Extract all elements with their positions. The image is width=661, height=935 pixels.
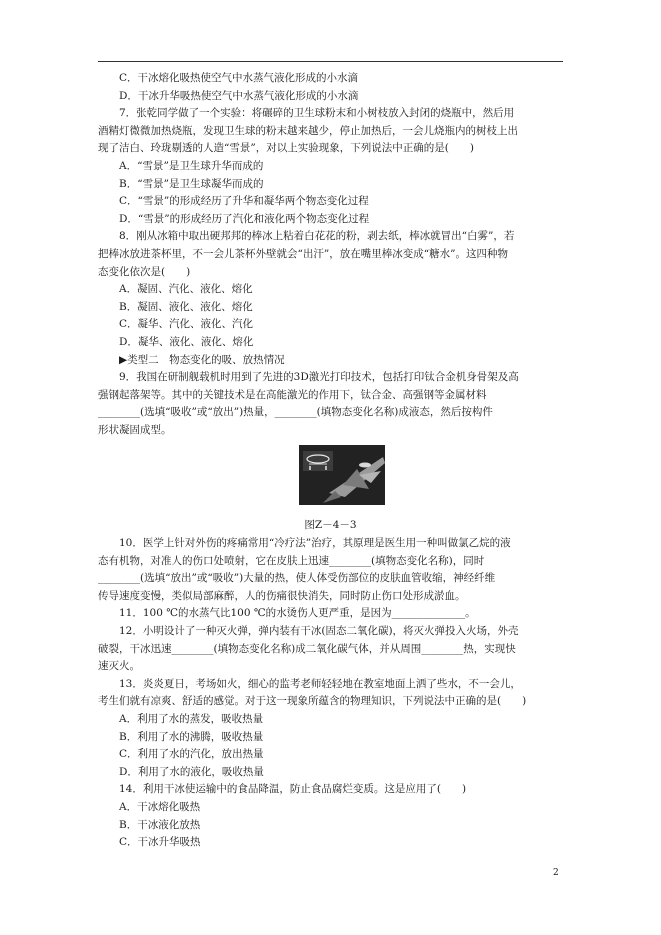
text-line: 13．炎炎夏日，考场如火，细心的监考老师轻轻地在教室地面上洒了些水，不一会儿， (119, 677, 521, 690)
page-content (98, 70, 563, 852)
text-line: 强钢起落架等。其中的关键技术是在高能激光的作用下，钛合金、高强钢等金属材料 (98, 388, 487, 401)
text-line: 把棒冰放进茶杯里，不一会儿茶杯外壁就会“出汗”，放在嘴里棒冰变成“糖水”。这四种物 (98, 247, 508, 260)
text-line: D．干冰升华吸热使空气中水蒸气液化形成的小水滴 (119, 89, 359, 102)
text-line: 态有机物，对准人的伤口处喷射，它在皮肤上迅速________(填物态变化名称)，同时 (98, 554, 485, 567)
text-line: 考生们就有凉爽、舒适的感觉。对于这一现象所蕴含的物理知识，下列说法中正确的是( ) (98, 695, 527, 708)
page-number: 2 (553, 868, 559, 878)
text-line: B．利用了水的沸腾，吸收热量 (119, 730, 264, 743)
text-block-questions-7-9 (98, 70, 563, 439)
text-line: C．凝华、汽化、液化、汽化 (119, 318, 254, 331)
text-line: B．“雪景”是卫生球凝华而成的 (119, 177, 264, 190)
text-line: 8．刚从冰箱中取出硬邦邦的棒冰上粘着白花花的粉，剥去纸，棒冰就冒出“白雾”，若 (119, 230, 515, 243)
text-line: 10．医学上针对外伤的疼痛常用“冷疗法”治疗，其原理是医生用一种叫做氯乙烷的液 (119, 537, 511, 550)
text-line: 酒精灯微微加热烧瓶，发现卫生球的粉末越来越少，停止加热后，一会儿烧瓶内的树枝上出 (98, 124, 518, 137)
text-line: C．干冰升华吸热 (119, 836, 201, 849)
text-block-questions-10-14 (98, 535, 563, 852)
text-line: C．干冰熔化吸热使空气中水蒸气液化形成的小水滴 (119, 72, 359, 84)
text-line: A．凝固、汽化、液化、熔化 (119, 283, 253, 296)
text-line: 7．张乾同学做了一个实验：将碾碎的卫生球粉末和小树枝放入封闭的烧瓶中，然后用 (119, 107, 515, 120)
text-line: 形状凝固成型。 (98, 423, 172, 436)
text-line: 传导速度变慢，类似局部麻醉，人的伤痛很快消失，同时防止伤口处形成淤血。 (98, 589, 466, 602)
text-line: ________(选填“放出”或“吸收”)大量的热，使人体受伤部位的皮肤血管收缩，神经纤维 (98, 572, 496, 585)
figure-z-4-3 (98, 439, 563, 517)
text-line: A．“雪景”是卫生球升华而成的 (119, 159, 264, 172)
text-line: 破裂，干冰迅速________(填物态变化名称)成二氧化碳气体，并从周围________热，实现快 (98, 642, 516, 655)
text-line: 12．小明设计了一种灭火弹，弹内装有干冰(固态二氧化碳)，将灭火弹投入火场，外壳 (119, 625, 519, 638)
jet-illustration-icon (299, 445, 385, 505)
text-line: 14．利用干冰使运输中的食品降温，防止食品腐烂变质。这是应用了( ) (119, 783, 467, 796)
text-line: 11．100 ℃的水蒸气比100 ℃的水烫伤人更严重，是因为______________。 (119, 607, 476, 620)
text-line: D．凝华、液化、液化、熔化 (119, 335, 254, 348)
text-line: D．“雪景”的形成经历了汽化和液化两个物态变化过程 (119, 212, 370, 225)
figure-caption: 图Z－4－3 (304, 519, 357, 532)
text-line: B．干冰液化放热 (119, 818, 201, 831)
text-line: D．利用了水的液化，吸收热量 (119, 765, 264, 778)
text-line: 9．我国在研制舰载机时用到了先进的3D激光打印技术，包括打印钛合金机身骨架及高 (119, 371, 519, 384)
text-line: 现了洁白、玲珑剔透的人造“雪景”，对以上实验现象，下列说法中正确的是( ) (98, 142, 474, 155)
text-line: ________(选填“吸收”或“放出”)热量，________(填物态变化名称)成液态，然后按构件 (98, 406, 493, 419)
text-line: 速灭火。 (98, 660, 140, 673)
text-line: A．干冰熔化吸热 (119, 800, 201, 813)
text-line: C．“雪景”的形成经历了升华和凝华两个物态变化过程 (119, 195, 369, 208)
text-line: B．凝固、液化、液化、熔化 (119, 300, 253, 313)
text-line: C．利用了水的汽化，放出热量 (119, 748, 264, 761)
header-rule (98, 61, 563, 62)
aircraft-photo (299, 445, 385, 505)
text-line: 态变化依次是( ) (98, 265, 191, 278)
text-line: ▶类型二 物态变化的吸、放热情况 (119, 353, 285, 366)
text-line: A．利用了水的蒸发，吸收热量 (119, 713, 264, 725)
